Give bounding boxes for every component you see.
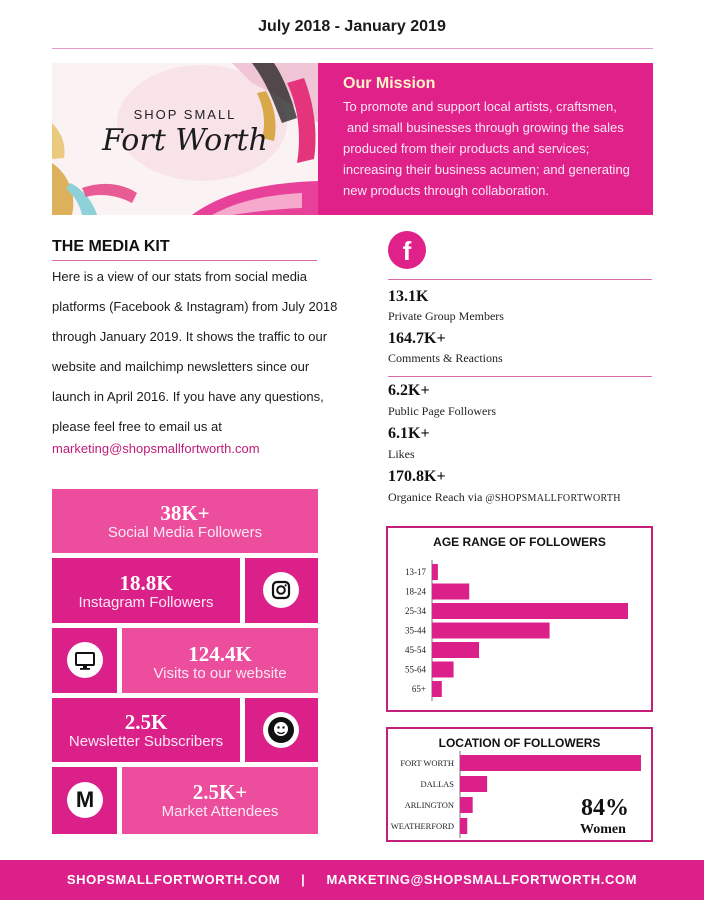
facebook-icon[interactable]: f bbox=[388, 231, 426, 269]
stat-comments-value: 164.7K+ bbox=[388, 330, 446, 347]
media-kit-line: please feel free to email us at bbox=[52, 419, 222, 434]
social-followers-label: Social Media Followers bbox=[107, 524, 263, 541]
mission-line: new products through collaboration. bbox=[343, 183, 549, 198]
bar-label: DALLAS bbox=[420, 779, 454, 789]
stat-likes-label: Likes bbox=[388, 447, 415, 461]
logo-shop-small: SHOP SMALL bbox=[133, 107, 237, 122]
women-label: Women bbox=[580, 822, 626, 837]
marketing-email-link[interactable]: marketing@shopsmallfortworth.com bbox=[52, 441, 260, 456]
newsletter-subscribers-label: Newsletter Subscribers bbox=[68, 733, 224, 750]
bar-mark bbox=[432, 662, 454, 678]
women-percent: 84% bbox=[581, 795, 629, 821]
tile-mailchimp-icon bbox=[245, 698, 318, 762]
stat-group-members-value: 13.1K bbox=[388, 288, 429, 305]
bar-mark bbox=[432, 642, 479, 658]
market-attendees-label: Market Attendees bbox=[161, 803, 279, 820]
location-chart-title: LOCATION OF FOLLOWERS bbox=[438, 736, 601, 750]
stat-comments-label: Comments & Reactions bbox=[388, 351, 503, 365]
market-m-icon[interactable] bbox=[67, 782, 103, 818]
tile-market-icon bbox=[52, 767, 117, 834]
bar-label: 35-44 bbox=[405, 625, 426, 636]
bar-label: 25-34 bbox=[405, 606, 426, 616]
media-kit-description bbox=[52, 262, 342, 442]
instagram-followers-value: 18.8K bbox=[119, 571, 173, 595]
bar-label: 55-64 bbox=[405, 664, 426, 675]
stat-reach-label bbox=[388, 490, 621, 505]
age-chart-plot bbox=[388, 528, 651, 710]
bar-mark bbox=[460, 797, 473, 813]
mission-panel bbox=[318, 63, 653, 215]
age-chart-title: AGE RANGE OF FOLLOWERS bbox=[433, 535, 606, 549]
mission-title: Our Mission bbox=[343, 75, 436, 92]
media-kit-line: launch in April 2016. If you have any questions, bbox=[52, 389, 324, 404]
stat-group-members-label: Private Group Members bbox=[388, 309, 504, 323]
media-kit-heading: THE MEDIA KIT bbox=[52, 238, 170, 255]
tile-market-attendees bbox=[122, 767, 318, 834]
stat-page-followers-label: Public Page Followers bbox=[388, 404, 496, 418]
header-divider bbox=[52, 48, 653, 49]
newsletter-subscribers-value: 2.5K bbox=[124, 710, 168, 734]
media-kit-line: website and mailchimp newsletters since our bbox=[52, 359, 310, 374]
bar-label: WEATHERFORD bbox=[390, 821, 454, 831]
social-followers-value: 38K+ bbox=[160, 501, 210, 525]
stat-page-followers-value: 6.2K+ bbox=[388, 382, 430, 399]
bar-mark bbox=[460, 818, 467, 834]
bar-mark bbox=[460, 755, 641, 771]
age-range-chart bbox=[386, 526, 653, 712]
mission-line: produced from their products and services; bbox=[343, 141, 590, 156]
bar-mark bbox=[432, 564, 438, 580]
website-visits-value: 124.4K bbox=[188, 642, 252, 666]
mission-text bbox=[343, 96, 635, 201]
market-icon-letter: M bbox=[75, 787, 95, 812]
stat-reach-value: 170.8K+ bbox=[388, 468, 446, 485]
media-kit-divider bbox=[52, 260, 317, 261]
bar-label: 65+ bbox=[411, 684, 426, 694]
monitor-icon[interactable] bbox=[67, 642, 103, 678]
stat-likes-value: 6.1K+ bbox=[388, 425, 430, 442]
tile-instagram-icon bbox=[245, 558, 318, 623]
media-kit-line: Here is a view of our stats from social media bbox=[52, 269, 308, 284]
logo-fort-worth: Fort Worth bbox=[102, 123, 268, 158]
website-visits-label: Visits to our website bbox=[153, 665, 287, 682]
footer-links[interactable]: SHOPSMALLFORTWORTH.COM | MARKETING@SHOPSMALLFORTWORTH.COM bbox=[66, 872, 638, 887]
stat-reach-handle: @SHOPSMALLFORTWORTH bbox=[485, 493, 621, 504]
date-range: July 2018 - January 2019 bbox=[258, 18, 446, 35]
mission-line: To promote and support local artists, craftsmen, bbox=[343, 99, 617, 114]
bar-mark bbox=[432, 623, 550, 639]
tile-monitor-icon bbox=[52, 628, 117, 693]
footer-bar bbox=[0, 860, 704, 900]
facebook-divider-middle bbox=[388, 376, 652, 377]
hero-logo-artwork bbox=[52, 63, 318, 215]
bar-label: ARLINGTON bbox=[404, 800, 454, 810]
bar-label: 13-17 bbox=[405, 567, 426, 577]
mission-line: increasing their business acumen; and generating bbox=[343, 162, 630, 177]
tile-social-followers bbox=[52, 489, 318, 553]
bar-mark bbox=[460, 776, 487, 792]
instagram-icon[interactable] bbox=[263, 572, 299, 608]
bar-mark bbox=[432, 603, 628, 619]
media-kit-line: platforms (Facebook & Instagram) from July 2018 bbox=[52, 299, 338, 314]
tile-website-visits bbox=[122, 628, 318, 693]
media-kit-line: through January 2019. It shows the traffic to our bbox=[52, 329, 328, 344]
stat-reach-label-text: Organice Reach via bbox=[388, 490, 483, 504]
mission-line: and small businesses through growing the sales bbox=[347, 120, 624, 135]
bar-label: FORT WORTH bbox=[400, 758, 454, 768]
instagram-followers-label: Instagram Followers bbox=[78, 594, 214, 611]
facebook-divider-top bbox=[388, 279, 652, 280]
tile-newsletter-subscribers bbox=[52, 698, 240, 762]
tile-instagram-followers bbox=[52, 558, 240, 623]
bar-label: 45-54 bbox=[405, 645, 426, 655]
bar-mark bbox=[432, 584, 469, 600]
market-attendees-value: 2.5K+ bbox=[192, 780, 248, 804]
bar-mark bbox=[432, 681, 442, 697]
mailchimp-icon[interactable] bbox=[263, 712, 299, 748]
bar-label: 18-24 bbox=[405, 586, 426, 597]
